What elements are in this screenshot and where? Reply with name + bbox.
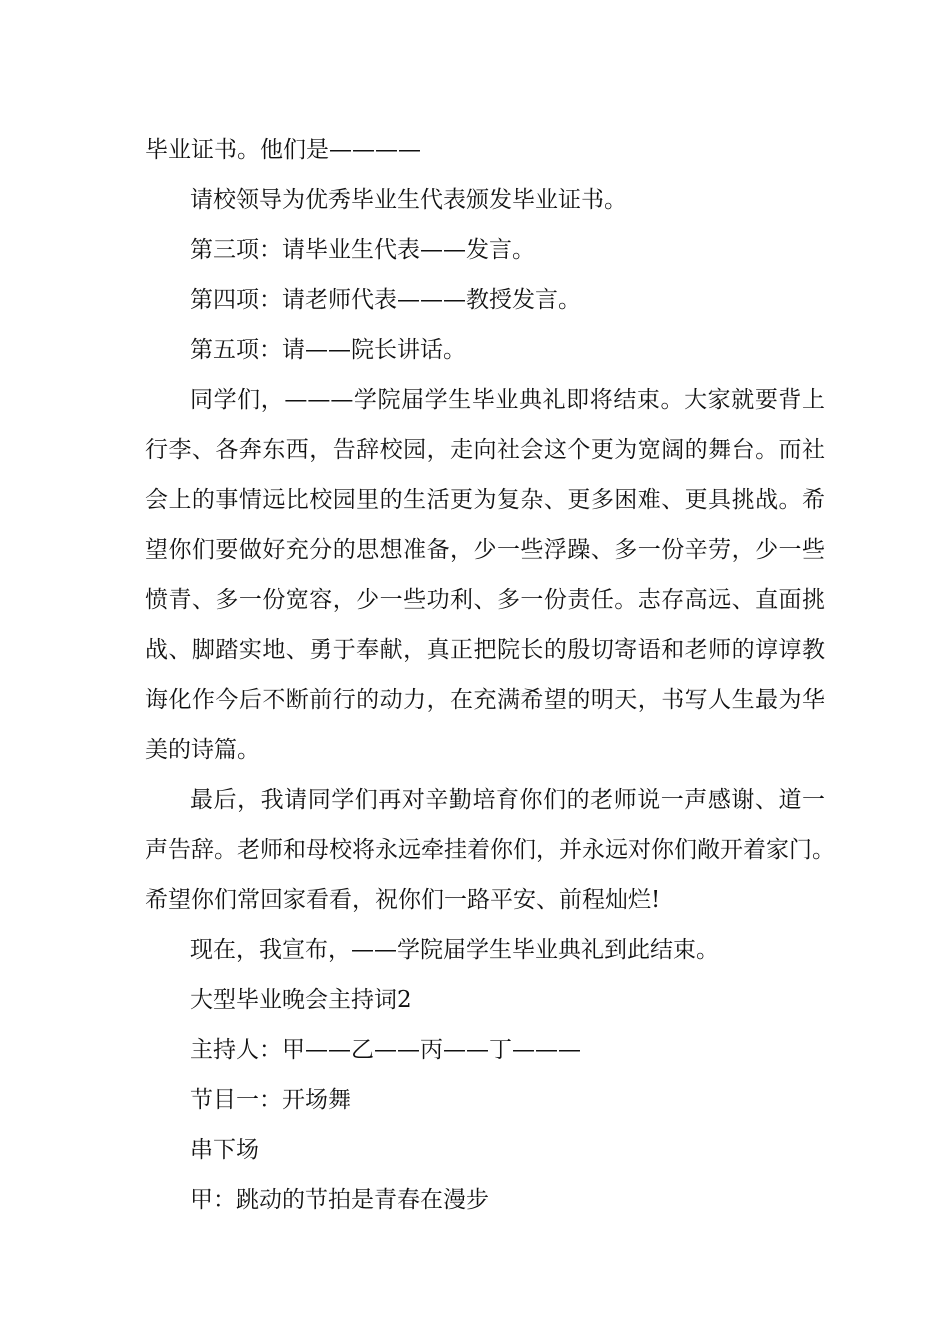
- section-title: 大型毕业晚会主持词2: [190, 987, 412, 1013]
- paragraph-line: 行李、各奔东西，告辞校园，走向社会这个更为宽阔的舞台。而社: [145, 437, 825, 463]
- paragraph-line: 美的诗篇。: [145, 737, 260, 763]
- text-line: 第三项：请毕业生代表——发言。: [190, 237, 535, 263]
- text-line: 串下场: [190, 1137, 259, 1163]
- paragraph-line: 望你们要做好充分的思想准备，少一些浮躁、多一份辛劳，少一些: [145, 537, 825, 563]
- text-line: 主持人：甲——乙——丙——丁———: [190, 1037, 581, 1063]
- paragraph-line: 同学们，———学院届学生毕业典礼即将结束。大家就要背上: [190, 387, 825, 413]
- paragraph-line: 会上的事情远比校园里的生活更为复杂、更多困难、更具挑战。希: [145, 487, 825, 513]
- text-line: 请校领导为优秀毕业生代表颁发毕业证书。: [190, 187, 627, 213]
- text-line: 甲：跳动的节拍是青春在漫步: [190, 1187, 489, 1213]
- paragraph-line: 诲化作今后不断前行的动力，在充满希望的明天，书写人生最为华: [145, 687, 825, 713]
- paragraph-line: 最后，我请同学们再对辛勤培育你们的老师说一声感谢、道一: [190, 787, 825, 813]
- paragraph-line: 愤青、多一份宽容，少一些功利、多一份责任。志存高远、直面挑: [145, 587, 825, 613]
- paragraph-line: 战、脚踏实地、勇于奉献，真正把院长的殷切寄语和老师的谆谆教: [145, 637, 825, 663]
- text-line: 第五项：请——院长讲话。: [190, 337, 466, 363]
- paragraph-line: 希望你们常回家看看，祝你们一路平安、前程灿烂!: [145, 887, 661, 913]
- text-line: 毕业证书。他们是————: [145, 137, 421, 163]
- text-line: 现在，我宣布，——学院届学生毕业典礼到此结束。: [190, 937, 719, 963]
- paragraph-line: 声告辞。老师和母校将永远牵挂着你们，并永远对你们敞开着家门。: [145, 837, 835, 863]
- text-line: 节目一：开场舞: [190, 1087, 351, 1113]
- text-line: 第四项：请老师代表———教授发言。: [190, 287, 581, 313]
